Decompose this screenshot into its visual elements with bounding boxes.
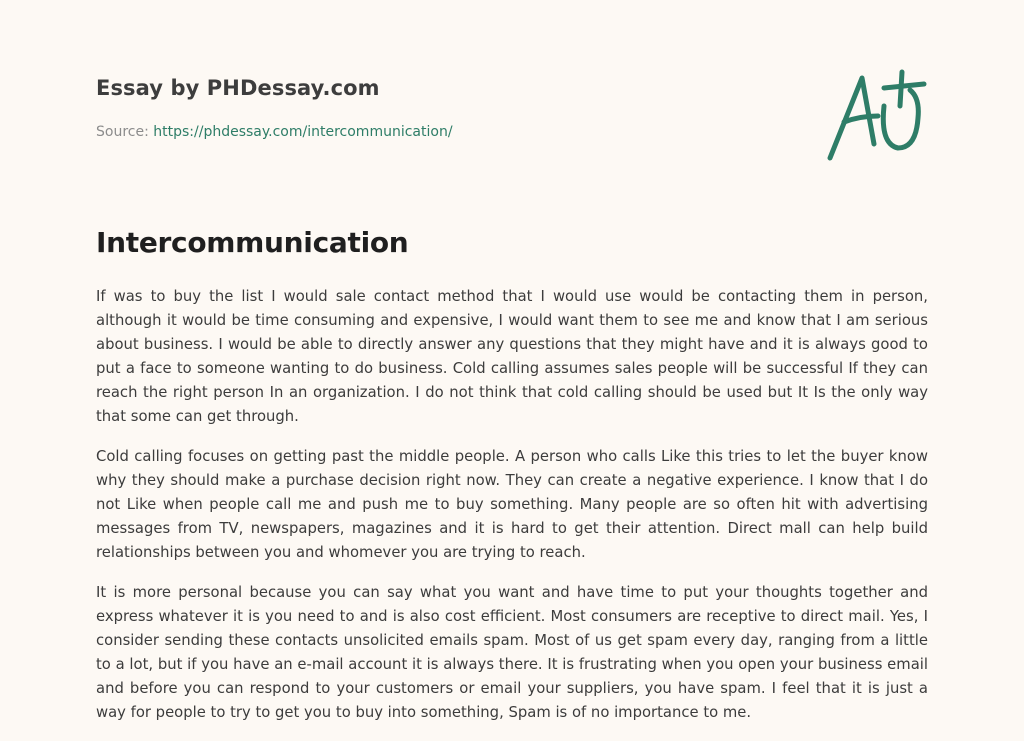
logo-plus-vertical	[900, 72, 902, 106]
essay-title: Intercommunication	[96, 226, 409, 259]
a-plus-grade-icon	[820, 66, 930, 166]
essay-paragraph: If was to buy the list I would sale contact method that I would use would be contacting them in person, although it would be time consuming and expensive, I would want them to see me and know that I am serious about business. I would be able to directly answer any questions that they might have and it is always good to put a face to someone wanting to do business. Cold calling assumes sales people will be successful If they can reach the right person In an organization. I do not think that cold calling should be used but It Is the only way that some can get through.	[96, 288, 928, 425]
source-link[interactable]: https://phdessay.com/intercommunication/	[153, 124, 453, 140]
essay-paragraph: Cold calling focuses on getting past the middle people. A person who calls Like this tries to let the buyer know why they should make a purchase decision right now. They can create a negative experience. I know that I do not Like when people call me and push me to buy something. Many people are so often hit with advertising messages from TV, newspapers, magazines and it is hard to get their attention. Direct mall can help build relationships between you and whomever you are trying to reach.	[96, 448, 928, 561]
essay-paragraph: It is more personal because you can say what you want and have time to put your thoughts together and express whatever it is you need to and is also cost efficient. Most consumers are receptive to direct mail. Yes, I consider sending these contacts unsolicited emails spam. Most of us get spam every day, ranging from a little to a lot, but if you have an e-mail account it is always there. It is frustrating when you open your business email and before you can respond to your customers or email your suppliers, you have spam. I feel that it is just a way for people to try to get you to buy into something, Spam is of no importance to me.	[96, 584, 928, 721]
source-line	[96, 124, 453, 140]
site-title: Essay by PHDessay.com	[96, 76, 380, 100]
logo-plus-horizontal	[884, 84, 924, 88]
source-label: Source:	[96, 124, 154, 140]
essay-body	[96, 285, 928, 741]
